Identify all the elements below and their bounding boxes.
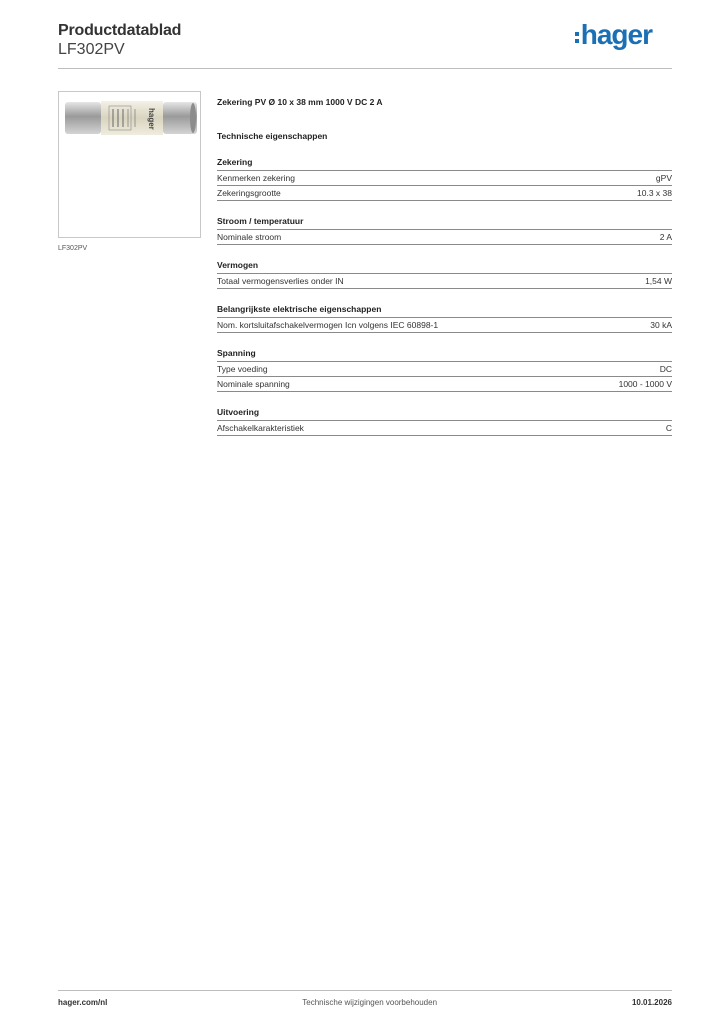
property-row xyxy=(217,362,672,377)
section-title: Vermogen xyxy=(217,259,672,274)
product-image xyxy=(58,91,201,238)
property-value: 1000 - 1000 V xyxy=(618,379,672,389)
section-stroom-temperatuur xyxy=(217,215,672,245)
footer-website-link[interactable]: hager.com/nl xyxy=(58,998,108,1007)
property-label: Kenmerken zekering xyxy=(217,173,295,183)
property-label: Totaal vermogensverlies onder IN xyxy=(217,276,344,286)
section-title: Spanning xyxy=(217,347,672,362)
page-footer xyxy=(58,998,672,1007)
page-header xyxy=(58,19,672,70)
section-title: Uitvoering xyxy=(217,406,672,421)
section-title: Zekering xyxy=(217,156,672,171)
fuse-icon xyxy=(65,100,197,136)
property-label: Nom. kortsluitafschakelvermogen Icn volgens IEC 60898-1 xyxy=(217,320,439,330)
property-value: 30 kA xyxy=(650,320,672,330)
section-uitvoering xyxy=(217,406,672,436)
properties-heading: Technische eigenschappen xyxy=(217,131,328,141)
hager-logo xyxy=(575,20,652,50)
image-caption: LF302PV xyxy=(58,245,88,252)
product-details xyxy=(217,96,672,436)
fuse-brand: hager xyxy=(147,108,156,130)
property-row xyxy=(217,186,672,201)
property-label: Afschakelkarakteristiek xyxy=(217,423,304,433)
property-value: 2 A xyxy=(659,232,672,242)
footer-date: 10.01.2026 xyxy=(631,998,672,1007)
property-row xyxy=(217,421,672,436)
property-label: Zekeringsgrootte xyxy=(217,188,281,198)
product-code: LF302PV xyxy=(58,41,125,58)
section-zekering xyxy=(217,156,672,201)
footer-disclaimer: Technische wijzigingen voorbehouden xyxy=(302,998,438,1007)
section-vermogen xyxy=(217,259,672,289)
property-value: gPV xyxy=(655,173,672,183)
section-spanning xyxy=(217,347,672,392)
property-row xyxy=(217,171,672,186)
property-value: C xyxy=(665,423,672,433)
property-value: 10.3 x 38 xyxy=(637,188,672,198)
section-elektrische-eigenschappen xyxy=(217,303,672,333)
property-row xyxy=(217,230,672,245)
product-title: Zekering PV Ø 10 x 38 mm 1000 V DC 2 A xyxy=(217,97,383,107)
property-row xyxy=(217,318,672,333)
section-title: Belangrijkste elektrische eigenschappen xyxy=(217,303,672,318)
property-label: Nominale stroom xyxy=(217,232,282,242)
header-divider xyxy=(58,68,672,69)
document-title: Productdatablad xyxy=(58,22,182,39)
property-label: Nominale spanning xyxy=(217,379,290,389)
property-row xyxy=(217,377,672,392)
property-label: Type voeding xyxy=(217,364,268,374)
property-value: 1,54 W xyxy=(645,276,672,286)
logo-dots-icon xyxy=(575,32,579,43)
property-value: DC xyxy=(659,364,672,374)
footer-divider xyxy=(58,990,672,991)
logo-text: hager xyxy=(580,19,652,50)
section-title: Stroom / temperatuur xyxy=(217,215,672,230)
property-row xyxy=(217,274,672,289)
